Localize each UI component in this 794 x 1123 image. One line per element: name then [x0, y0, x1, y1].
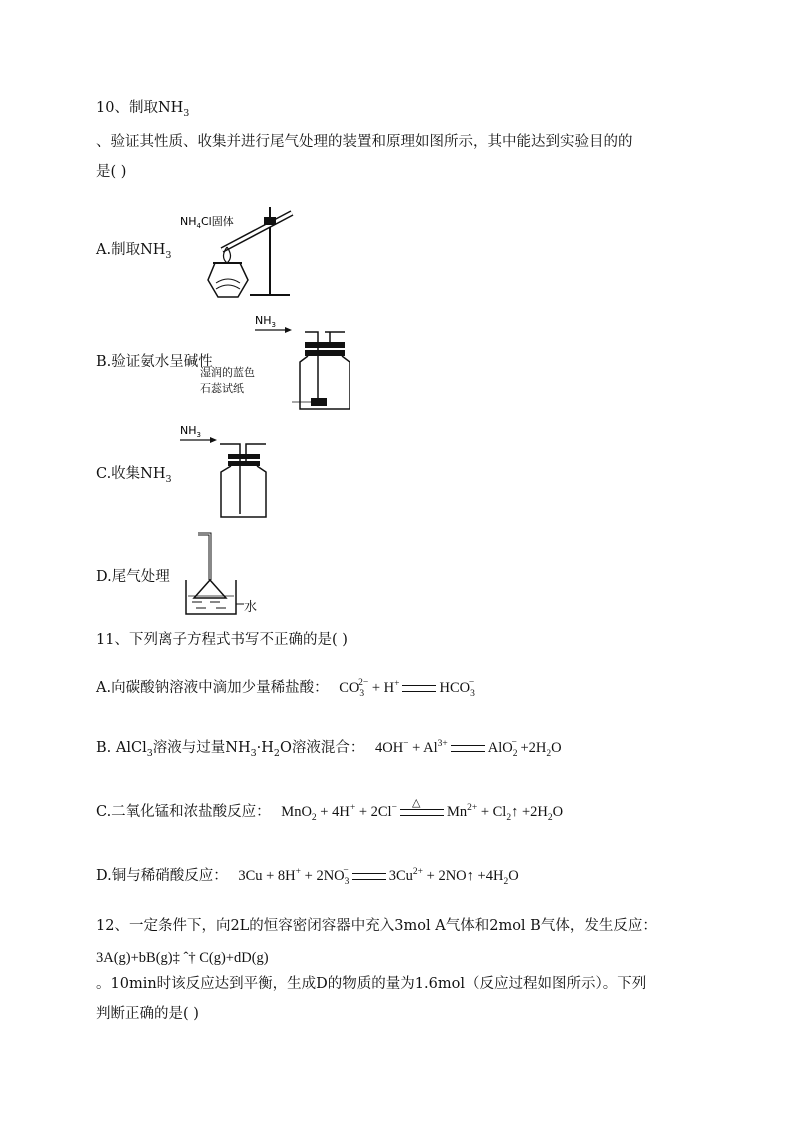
q12-stem-line2: 。10min时该反应达到平衡，生成D的物质的量为1.6mol（反应过程如图所示）。下列	[96, 976, 647, 992]
q11-option-d: D.铜与稀硝酸反应： $3Cu + 8H^+ + 2NO_3^-$ $3Cu^{2+}$ + 2NO↑ $+4H_2O$	[96, 866, 519, 887]
figure-a-heating-apparatus	[180, 205, 305, 305]
q10-stem-line3: 是( )	[96, 164, 127, 180]
figure-b-paper-label: 湿润的蓝色 石蕊试纸	[200, 366, 255, 395]
q11-stem: 11、下列离子方程式书写不正确的是( )	[96, 632, 348, 648]
q10-option-b: B.验证氨水呈碱性	[96, 354, 213, 370]
q10-stem-line2: 、验证其性质、收集并进行尾气处理的装置和原理如图所示，其中能达到实验目的的	[96, 134, 633, 150]
figure-a-label: $NH_4Cl$固体	[180, 215, 234, 230]
q10-option-a: A.制取$NH_3$	[96, 242, 172, 261]
q12-stem-line1: 12、一定条件下，向2L的恒容密闭容器中充入3mol A气体和2mol B气体，发生反应：	[96, 918, 657, 934]
q11-option-a: A.向碳酸钠溶液中滴加少量稀盐酸： $CO_3^{2-} + H^+$ $HCO_3^-$	[96, 678, 475, 699]
figure-b-gas-label: $NH_3$	[255, 314, 276, 329]
q11-option-c: C.二氧化锰和浓盐酸反应： MnO$_2$ + 4H+ + 2Cl− △ $Mn^{2+}$ + $Cl_2↑ +2H_2O$	[96, 797, 564, 823]
figure-c-gas-label: $NH_3$	[180, 424, 201, 439]
q10-stem-line1: 10、制取$NH_3$	[96, 100, 190, 119]
figure-b-gas-bottle	[250, 312, 350, 412]
q10-option-c: C.收集$NH_3$	[96, 466, 172, 485]
q12-stem-line3: 判断正确的是( )	[96, 1006, 199, 1022]
q12-equation: 3A(g)+bB(g)‡ ˆ† C(g)+dD(g)	[96, 950, 269, 966]
q10-option-d: D.尾气处理	[96, 569, 170, 585]
figure-d-water-label: 水	[244, 600, 258, 615]
figure-c-collecting-bottle	[176, 422, 276, 522]
q11-option-b: B. AlCl$_3$溶液与过量$NH_3\cdot H_2O$溶液混合： $4OH^- + Al^{3+}$ $AlO_2^- +2H_2O$	[96, 738, 562, 759]
